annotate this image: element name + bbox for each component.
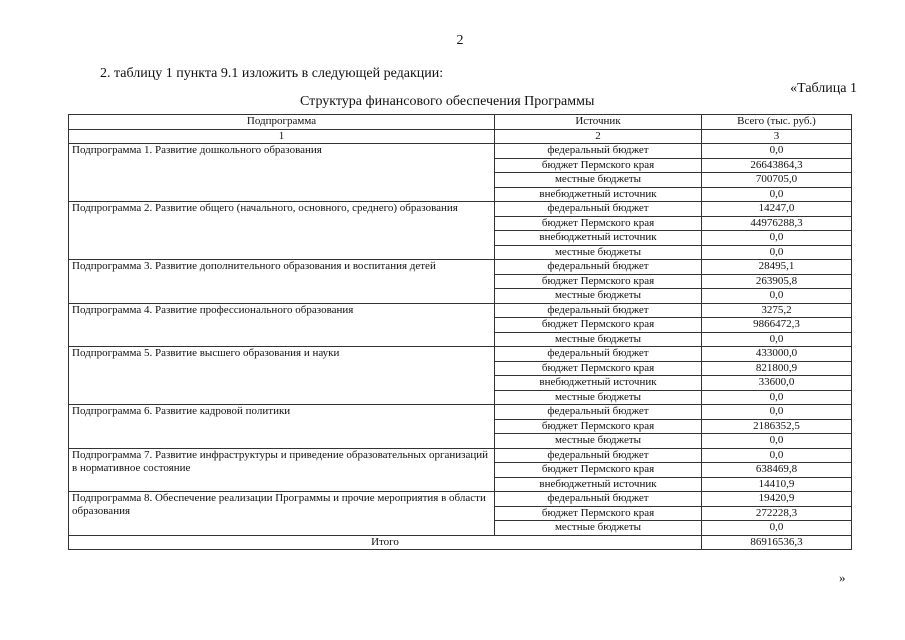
source-cell: федеральный бюджет (495, 202, 702, 217)
source-cell: местные бюджеты (495, 390, 702, 405)
table-label: «Таблица 1 (790, 81, 857, 96)
total-cell: 19420,9 (702, 492, 852, 507)
column-number-row (69, 129, 852, 144)
table-row (69, 303, 852, 318)
source-cell: федеральный бюджет (495, 492, 702, 507)
source-cell: внебюджетный источник (495, 376, 702, 391)
header-total: Всего (тыс. руб.) (702, 115, 852, 130)
program-name-cell: Подпрограмма 7. Развитие инфраструктуры и приведение образовательных организаций в нормативное состояние (69, 448, 495, 492)
program-name-cell: Подпрограмма 1. Развитие дошкольного образования (69, 144, 495, 202)
source-cell: бюджет Пермского края (495, 419, 702, 434)
page-number: 2 (456, 33, 464, 48)
total-cell: 638469,8 (702, 463, 852, 478)
total-cell: 28495,1 (702, 260, 852, 275)
total-cell: 33600,0 (702, 376, 852, 391)
closing-quote: » (839, 570, 846, 585)
total-cell: 0,0 (702, 521, 852, 536)
source-cell: внебюджетный источник (495, 231, 702, 246)
total-cell: 0,0 (702, 448, 852, 463)
total-cell: 0,0 (702, 405, 852, 420)
source-cell: бюджет Пермского края (495, 158, 702, 173)
table-row (69, 492, 852, 507)
total-label: Итого (69, 535, 702, 550)
source-cell: бюджет Пермского края (495, 216, 702, 231)
total-row (69, 535, 852, 550)
table-row (69, 347, 852, 362)
table-row (69, 260, 852, 275)
source-cell: бюджет Пермского края (495, 506, 702, 521)
total-cell: 2186352,5 (702, 419, 852, 434)
source-cell: федеральный бюджет (495, 448, 702, 463)
source-cell: федеральный бюджет (495, 347, 702, 362)
col-number-3: 3 (702, 129, 852, 144)
source-cell: федеральный бюджет (495, 303, 702, 318)
total-cell: 821800,9 (702, 361, 852, 376)
source-cell: местные бюджеты (495, 434, 702, 449)
total-cell: 14247,0 (702, 202, 852, 217)
total-cell: 0,0 (702, 245, 852, 260)
source-cell: бюджет Пермского края (495, 463, 702, 478)
col-number-2: 2 (495, 129, 702, 144)
program-name-cell: Подпрограмма 8. Обеспечение реализации Программы и прочие мероприятия в области образования (69, 492, 495, 536)
total-value: 86916536,3 (702, 535, 852, 550)
total-cell: 0,0 (702, 390, 852, 405)
table-row (69, 202, 852, 217)
total-cell: 263905,8 (702, 274, 852, 289)
program-name-cell: Подпрограмма 2. Развитие общего (начального, основного, среднего) образования (69, 202, 495, 260)
total-cell: 272228,3 (702, 506, 852, 521)
source-cell: местные бюджеты (495, 521, 702, 536)
total-cell: 700705,0 (702, 173, 852, 188)
program-name-cell: Подпрограмма 6. Развитие кадровой политики (69, 405, 495, 449)
table-row (69, 448, 852, 463)
table-row (69, 405, 852, 420)
total-cell: 44976288,3 (702, 216, 852, 231)
total-cell: 0,0 (702, 289, 852, 304)
total-cell: 0,0 (702, 187, 852, 202)
source-cell: федеральный бюджет (495, 405, 702, 420)
source-cell: местные бюджеты (495, 173, 702, 188)
program-name-cell: Подпрограмма 4. Развитие профессионального образования (69, 303, 495, 347)
total-cell: 3275,2 (702, 303, 852, 318)
total-cell: 14410,9 (702, 477, 852, 492)
source-cell: местные бюджеты (495, 289, 702, 304)
table-caption: Структура финансового обеспечения Программы (300, 94, 595, 109)
total-cell: 0,0 (702, 434, 852, 449)
financing-table (68, 114, 852, 550)
source-cell: местные бюджеты (495, 332, 702, 347)
source-cell: бюджет Пермского края (495, 361, 702, 376)
col-number-1: 1 (69, 129, 495, 144)
total-cell: 26643864,3 (702, 158, 852, 173)
source-cell: федеральный бюджет (495, 260, 702, 275)
intro-text: 2. таблицу 1 пункта 9.1 изложить в следующей редакции: (100, 66, 444, 81)
program-name-cell: Подпрограмма 5. Развитие высшего образования и науки (69, 347, 495, 405)
source-cell: внебюджетный источник (495, 477, 702, 492)
total-cell: 0,0 (702, 231, 852, 246)
source-cell: бюджет Пермского края (495, 274, 702, 289)
total-cell: 0,0 (702, 144, 852, 159)
table-row (69, 144, 852, 159)
source-cell: местные бюджеты (495, 245, 702, 260)
table-body (69, 144, 852, 536)
source-cell: федеральный бюджет (495, 144, 702, 159)
header-program: Подпрограмма (69, 115, 495, 130)
source-cell: бюджет Пермского края (495, 318, 702, 333)
source-cell: внебюджетный источник (495, 187, 702, 202)
total-cell: 9866472,3 (702, 318, 852, 333)
table-header-row (69, 115, 852, 130)
program-name-cell: Подпрограмма 3. Развитие дополнительного образования и воспитания детей (69, 260, 495, 304)
total-cell: 0,0 (702, 332, 852, 347)
total-cell: 433000,0 (702, 347, 852, 362)
header-source: Источник (495, 115, 702, 130)
